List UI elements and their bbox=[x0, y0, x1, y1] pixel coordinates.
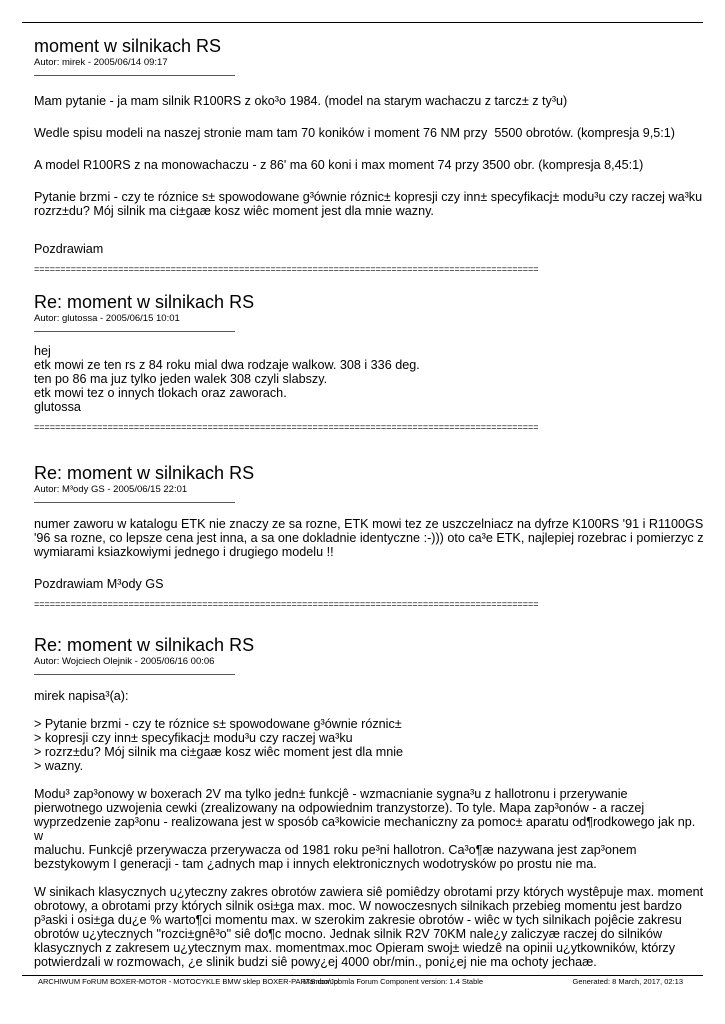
post-paragraph: Wedle spisu modeli na naszej stronie mam tam 70 koników i moment 76 NM przy 5500 obrotów. (kompresja 9,5:1) bbox=[34, 126, 675, 140]
post-meta: Autor: mirek - 2005/06/14 09:17 bbox=[34, 57, 168, 68]
post-header-rule bbox=[34, 502, 235, 503]
top-rule bbox=[22, 22, 703, 23]
post-meta: Autor: glutossa - 2005/06/15 10:01 bbox=[34, 313, 180, 324]
footer-rule bbox=[22, 975, 703, 976]
post-3 bbox=[34, 463, 704, 609]
post-paragraph: Modu³ zap³onowy w boxerach 2V ma tylko jedn± funkcjê - wzmacnianie sygna³u z hallotronu i przerywanie pierwotnego uzwojenia cewki (zrealizowany na odpowiednim tranzystorze). To tyle. Mapa zap³onów - a raczej wyprzedzenie zap³onu - realizowana jest w sposób ca³kowicie mechaniczny za pomoc± aparatu od¶rodkowego jak np. w maluchu. Funkcjê przerywacza przerywacza od 1981 roku pe³ni hallotron. Ca³o¶æ nazywana jest zap³onem bezstykowym I generacji - tam ¿adnych map i innych elektronicznych wodotrysków po prostu nie ma. bbox=[34, 787, 696, 871]
footer-left: ARCHIWUM FoRUM BOXER-MOTOR - MOTOCYKLE BMW sklep BOXER-PARTS.com.pl bbox=[38, 977, 340, 986]
post-title: moment w silnikach RS bbox=[34, 36, 222, 56]
post-paragraph: mirek napisa³(a): bbox=[34, 689, 129, 703]
post-title: Re: moment w silnikach RS bbox=[34, 292, 255, 312]
post-separator: ================================================================================================ bbox=[34, 422, 539, 432]
post-header-rule bbox=[34, 674, 235, 675]
post-meta: Autor: M³ody GS - 2005/06/15 22:01 bbox=[34, 484, 188, 495]
post-header-rule bbox=[34, 75, 235, 76]
post-header-rule bbox=[34, 331, 235, 332]
post-1 bbox=[34, 36, 704, 274]
quoted-text: > Pytanie brzmi - czy te róznice s± spowodowane g³ównie róznic± > kopresji czy inn± specyfikacj± modu³u czy raczej wa³ku > rozrz±du? Mój silnik ma ci±gaæ kosz wiêc moment jest dla mnie > wazny. bbox=[34, 717, 404, 773]
footer-center: Mambo/Joomla Forum Component version: 1.4 Stable bbox=[303, 977, 484, 986]
post-separator: ================================================================================================ bbox=[34, 264, 539, 274]
post-signature: Pozdrawiam bbox=[34, 242, 104, 256]
footer-right: Generated: 8 March, 2017, 02:13 bbox=[572, 977, 683, 986]
post-paragraph: A model R100RS z na monowachaczu - z 86' ma 60 koni i max moment 74 przy 3500 obr. (kompresja 8,45:1) bbox=[34, 158, 644, 172]
post-paragraph: numer zaworu w katalogu ETK nie znaczy ze sa rozne, ETK mowi tez ze uszczelniacz na dyfrze K100RS '91 i R1100GS '96 sa rozne, co lepsze cena jest inna, a sa one dokladnie identyczne :-))) oto ca³e ETK, najlepiej rozebrac i pomierzyc z wymiarami ksiazkowiymi jednego i drugiego modelu !! bbox=[34, 517, 704, 559]
post-meta: Autor: Wojciech Olejnik - 2005/06/16 00:06 bbox=[34, 656, 215, 667]
post-paragraph: Pytanie brzmi - czy te róznice s± spowodowane g³ównie róznic± kopresji czy inn± specyfikacj± modu³u czy raczej wa³ku rozrz±du? Mój silnik ma ci±gaæ kosz wiêc moment jest dla mnie wazny. bbox=[34, 190, 703, 218]
post-separator: ================================================================================================ bbox=[34, 599, 539, 609]
post-paragraph: W sinikach klasycznych u¿yteczny zakres obrotów zawiera siê pomiêdzy obrotami przy których wystêpuje max. moment obrotowy, a obrotami przy których silnik osi±ga max. moc. W nowoczesnych silnikach przebieg momentu jest bardzo p³aski i osi±ga du¿e % warto¶ci momentu max. w szerokim zakresie obrotów - wiêc w tych silnikach pojêcie zakresu obrotów u¿ytecznych "rozci±gnê³o" siê do¶c mocno. Jednak silnik R2V 70KM nale¿y zaliczyæ raczej do silników klasycznych z zakresem u¿ytecznym max. momentmax.moc Opieram swoj± wiedzê na opinii u¿ytkowników, którzy potwierdzali w rozmowach, ¿e slinik budzi siê powy¿ej 4000 obr/min., poni¿ej nie ma ochoty jechaæ. bbox=[34, 885, 704, 969]
post-title: Re: moment w silnikach RS bbox=[34, 463, 255, 483]
post-signature: Pozdrawiam M³ody GS bbox=[34, 577, 164, 591]
post-2 bbox=[34, 292, 704, 432]
post-title: Re: moment w silnikach RS bbox=[34, 635, 255, 655]
post-paragraph: Mam pytanie - ja mam silnik R100RS z oko³o 1984. (model na starym wachaczu z tarcz± z ty³u) bbox=[34, 94, 568, 108]
post-paragraph: hej etk mowi ze ten rs z 84 roku mial dwa rodzaje walkow. 308 i 336 deg. ten po 86 ma juz tylko jeden walek 308 czyli slabszy. etk mowi tez o innych tlokach oraz zaworach. glutossa bbox=[34, 344, 420, 414]
post-4 bbox=[34, 635, 704, 969]
